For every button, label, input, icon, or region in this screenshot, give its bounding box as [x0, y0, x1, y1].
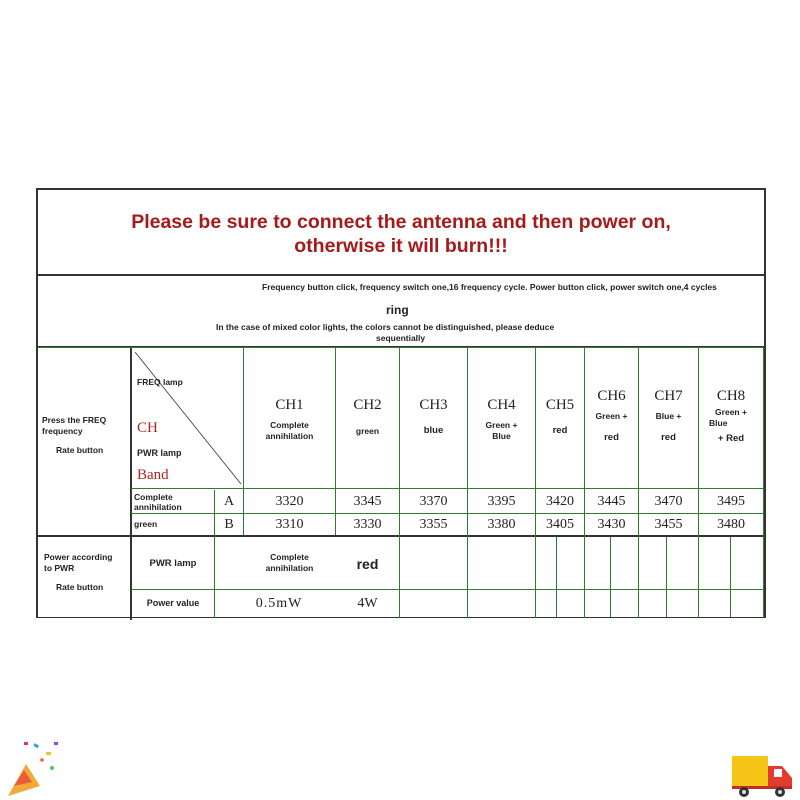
- channel-name: CH3: [419, 396, 448, 413]
- channel-color-ch6: [585, 411, 638, 451]
- delivery-truck-icon: [730, 752, 796, 798]
- color-text: green: [355, 425, 380, 436]
- power-value-label: Power value: [146, 598, 200, 608]
- channel-name: CH5: [545, 396, 575, 413]
- freq-a-ch3: 3370: [419, 493, 448, 509]
- pwr-lamp-header-label: PWR lamp: [137, 448, 182, 458]
- power-label-line: Power according: [44, 552, 113, 562]
- channel-name: CH1: [275, 396, 304, 413]
- freq-label-line: Press the FREQ: [42, 415, 107, 425]
- grid-line: [610, 537, 611, 617]
- channel-header-ch3: [400, 390, 467, 420]
- power-value-2: 4W: [357, 596, 378, 611]
- channel-color-ch1: [244, 418, 335, 444]
- grid-line: [131, 589, 764, 590]
- warning-banner: [38, 190, 764, 276]
- freq-b-ch6: 3430: [597, 517, 626, 532]
- grid-line: [763, 347, 764, 618]
- channel-header-ch1: [244, 390, 335, 420]
- color-text: red: [552, 424, 568, 436]
- freq-label-line: Rate button: [56, 445, 104, 455]
- color-text: Blue +: [655, 411, 682, 421]
- channel-header-ch7: [639, 383, 698, 409]
- grid-line: [556, 537, 557, 617]
- freq-b-ch2: 3330: [353, 517, 382, 532]
- band-label: Band: [137, 467, 169, 483]
- freq-lamp-label: FREQ lamp: [137, 377, 183, 387]
- pwr-col1-color: [244, 548, 335, 578]
- freq-b-ch8: 3480: [717, 517, 745, 532]
- channel-name: CH8: [716, 387, 746, 404]
- channel-color-ch5: [536, 421, 584, 439]
- grid-line: [535, 347, 536, 618]
- channel-name: CH7: [654, 387, 683, 404]
- grid-line: [467, 347, 468, 618]
- color-text: Green +: [595, 411, 628, 421]
- color-text: annihilation: [265, 563, 314, 573]
- ch-label: CH: [137, 420, 158, 436]
- freq-b-ch7: 3455: [654, 517, 683, 532]
- band-a-label-line: annihilation: [134, 501, 182, 512]
- channel-name: CH6: [597, 387, 626, 404]
- warning-line-2: otherwise it will burn!!!: [294, 235, 508, 257]
- power-label-line: Rate button: [56, 582, 104, 592]
- channel-color-ch3: [400, 421, 467, 439]
- freq-b-ch1: 3310: [275, 517, 304, 532]
- freq-a-ch4: 3395: [487, 493, 516, 509]
- color-text: annihilation: [265, 431, 314, 441]
- band-a-label: [134, 490, 214, 513]
- color-text: red: [661, 432, 676, 443]
- note-ring: ring: [386, 303, 409, 317]
- freq-a-ch6: 3445: [597, 493, 626, 509]
- power-label-line: to PWR: [44, 563, 75, 573]
- warning-line-1: Please be sure to connect the antenna and then power on,: [131, 211, 671, 233]
- instruction-sheet: [36, 188, 766, 618]
- note-line-4: sequentially: [376, 333, 426, 343]
- channel-name: CH2: [353, 396, 382, 413]
- freq-b-ch5: 3405: [546, 517, 574, 532]
- channel-color-ch4: [468, 418, 535, 444]
- usage-notes: [38, 276, 764, 348]
- freq-label-line: frequency: [42, 426, 83, 436]
- channel-color-ch8: [699, 407, 763, 451]
- color-text: + Red: [717, 433, 745, 444]
- channel-header-ch5: [536, 390, 584, 420]
- band-a-letter: A: [223, 493, 235, 509]
- band-b-label: green: [134, 519, 158, 529]
- color-text: Green +: [485, 420, 518, 430]
- channel-color-ch7: [639, 411, 698, 451]
- color-text: Blue: [709, 418, 728, 428]
- channel-header-ch8: [699, 383, 763, 409]
- band-b-letter: B: [224, 517, 234, 532]
- pwr-lamp-label: PWR lamp: [149, 557, 197, 569]
- channel-name: CH4: [487, 396, 516, 413]
- grid-line: [399, 347, 400, 618]
- color-text: Blue: [492, 431, 511, 441]
- freq-b-ch3: 3355: [419, 517, 448, 532]
- freq-a-ch8: 3495: [717, 493, 745, 509]
- color-text: Complete: [270, 552, 309, 562]
- power-row-label: [44, 552, 130, 602]
- grid-line: [666, 537, 667, 617]
- channel-header-ch6: [585, 383, 638, 409]
- note-line-3: In the case of mixed color lights, the colors cannot be distinguished, please deduce: [216, 322, 555, 332]
- freq-a-ch1: 3320: [275, 493, 304, 509]
- band-a-label-line: Complete: [134, 491, 173, 502]
- grid-line: [730, 537, 731, 617]
- party-popper-icon: [4, 738, 62, 798]
- freq-row-label: [42, 415, 128, 455]
- freq-b-ch4: 3380: [487, 517, 516, 532]
- channel-header-ch2: [336, 390, 399, 420]
- freq-a-ch5: 3420: [546, 493, 574, 509]
- channel-color-ch2: [336, 422, 399, 440]
- channel-header-ch4: [468, 390, 535, 420]
- note-line-1: Frequency button click, frequency switch one,16 frequency cycle. Power button click, power switch one,4 cycles: [262, 282, 717, 292]
- color-text: red: [604, 432, 619, 443]
- color-text: Complete: [270, 420, 309, 430]
- pwr-col2-color: red: [356, 555, 379, 572]
- color-text: blue: [423, 424, 444, 436]
- power-value-1: 0.5mW: [255, 596, 303, 611]
- freq-a-ch7: 3470: [654, 493, 683, 509]
- color-text: Green +: [715, 407, 747, 417]
- divider: [38, 617, 764, 618]
- freq-a-ch2: 3345: [353, 493, 382, 509]
